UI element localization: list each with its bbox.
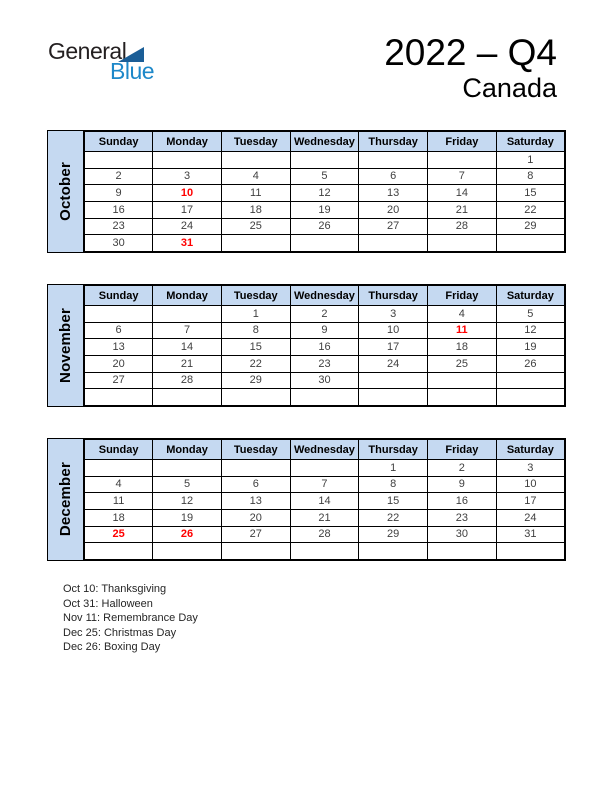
weekday-header: Sunday	[84, 131, 153, 152]
date-cell: 15	[359, 493, 428, 510]
date-cell: 11	[428, 322, 497, 339]
date-cell	[359, 389, 428, 406]
date-cell: 9	[84, 185, 153, 202]
weekday-header: Friday	[428, 131, 497, 152]
date-cell: 21	[428, 201, 497, 218]
weekday-header: Wednesday	[290, 285, 359, 306]
weekday-header: Wednesday	[290, 131, 359, 152]
date-cell: 21	[153, 355, 222, 372]
weekday-header: Thursday	[359, 131, 428, 152]
date-cell	[496, 543, 565, 560]
month-name: November	[57, 308, 74, 383]
date-cell: 30	[84, 235, 153, 252]
holiday-notes	[63, 582, 198, 655]
date-cell	[221, 460, 290, 477]
date-cell: 6	[221, 476, 290, 493]
date-cell: 6	[84, 322, 153, 339]
date-cell	[290, 152, 359, 169]
date-cell: 19	[496, 339, 565, 356]
date-cell: 25	[428, 355, 497, 372]
weekday-header: Saturday	[496, 439, 565, 460]
calendar-november	[47, 284, 566, 407]
weekday-header: Monday	[153, 439, 222, 460]
date-cell: 7	[290, 476, 359, 493]
date-cell: 27	[221, 526, 290, 543]
week-row	[84, 389, 565, 406]
week-row	[84, 168, 565, 185]
december-grid	[83, 438, 566, 561]
date-cell	[84, 543, 153, 560]
date-cell: 31	[496, 526, 565, 543]
date-cell: 8	[496, 168, 565, 185]
date-cell: 8	[221, 322, 290, 339]
date-cell: 20	[84, 355, 153, 372]
date-cell: 18	[221, 201, 290, 218]
holiday-note-line: Dec 26: Boxing Day	[63, 641, 161, 654]
october-grid	[83, 130, 566, 253]
date-cell: 29	[359, 526, 428, 543]
country-subtitle: Canada	[462, 72, 557, 103]
date-cell: 13	[359, 185, 428, 202]
date-cell: 22	[221, 355, 290, 372]
week-row	[84, 460, 565, 477]
date-cell: 15	[221, 339, 290, 356]
date-cell	[153, 543, 222, 560]
november-grid	[83, 284, 566, 407]
title-block	[384, 34, 557, 104]
date-cell	[221, 235, 290, 252]
date-cell: 4	[428, 306, 497, 323]
date-cell: 15	[496, 185, 565, 202]
week-row	[84, 355, 565, 372]
logo-blue-text: Blue	[110, 58, 155, 84]
date-cell	[84, 152, 153, 169]
date-cell	[290, 235, 359, 252]
date-cell	[221, 543, 290, 560]
date-cell: 29	[496, 218, 565, 235]
date-cell	[359, 543, 428, 560]
date-cell: 5	[496, 306, 565, 323]
date-cell: 23	[290, 355, 359, 372]
date-cell	[153, 460, 222, 477]
date-cell: 25	[221, 218, 290, 235]
date-cell: 19	[290, 201, 359, 218]
date-cell: 26	[153, 526, 222, 543]
holiday-note-line: Oct 10: Thanksgiving	[63, 583, 167, 595]
date-cell: 29	[221, 372, 290, 389]
date-cell: 2	[84, 168, 153, 185]
date-cell: 25	[84, 526, 153, 543]
date-cell: 28	[153, 372, 222, 389]
date-cell: 9	[428, 476, 497, 493]
date-cell	[359, 235, 428, 252]
date-cell	[290, 389, 359, 406]
date-cell: 11	[221, 185, 290, 202]
calendar-october	[47, 130, 566, 253]
weekday-header: Saturday	[496, 131, 565, 152]
date-cell: 14	[428, 185, 497, 202]
date-cell: 5	[153, 476, 222, 493]
date-cell: 16	[428, 493, 497, 510]
week-row	[84, 493, 565, 510]
date-cell: 7	[153, 322, 222, 339]
date-cell	[84, 389, 153, 406]
month-name: December	[57, 462, 74, 537]
calendar-december	[47, 438, 566, 561]
date-cell: 18	[84, 509, 153, 526]
date-cell: 23	[84, 218, 153, 235]
date-cell: 2	[428, 460, 497, 477]
date-cell	[84, 460, 153, 477]
weekday-header: Friday	[428, 285, 497, 306]
week-row	[84, 235, 565, 252]
calendars-container	[47, 130, 566, 592]
date-cell	[428, 235, 497, 252]
date-cell	[153, 389, 222, 406]
weekday-header: Tuesday	[221, 439, 290, 460]
quarter-title: 2022 – Q4	[384, 32, 557, 73]
date-cell: 18	[428, 339, 497, 356]
weekday-header: Monday	[153, 285, 222, 306]
date-cell: 16	[290, 339, 359, 356]
month-label-december	[47, 438, 83, 561]
date-cell	[153, 306, 222, 323]
week-row	[84, 476, 565, 493]
date-cell	[428, 543, 497, 560]
date-cell: 7	[428, 168, 497, 185]
holiday-note-line: Nov 11: Remembrance Day	[63, 612, 198, 625]
date-cell	[153, 152, 222, 169]
date-cell: 13	[84, 339, 153, 356]
date-cell: 6	[359, 168, 428, 185]
week-row	[84, 306, 565, 323]
date-cell: 17	[496, 493, 565, 510]
week-row	[84, 526, 565, 543]
date-cell: 11	[84, 493, 153, 510]
date-cell: 12	[496, 322, 565, 339]
general-blue-logo	[48, 40, 168, 90]
date-cell: 8	[359, 476, 428, 493]
weekday-header: Thursday	[359, 439, 428, 460]
date-cell: 20	[359, 201, 428, 218]
date-cell: 4	[221, 168, 290, 185]
date-cell: 26	[496, 355, 565, 372]
date-cell: 24	[359, 355, 428, 372]
date-cell: 14	[153, 339, 222, 356]
weekday-header: Tuesday	[221, 285, 290, 306]
weekday-header: Saturday	[496, 285, 565, 306]
date-cell: 10	[359, 322, 428, 339]
date-cell	[359, 372, 428, 389]
date-cell: 5	[290, 168, 359, 185]
date-cell: 17	[153, 201, 222, 218]
date-cell: 3	[153, 168, 222, 185]
week-row	[84, 201, 565, 218]
date-cell	[359, 152, 428, 169]
week-row	[84, 152, 565, 169]
weekday-header: Wednesday	[290, 439, 359, 460]
weekday-header: Monday	[153, 131, 222, 152]
date-cell: 4	[84, 476, 153, 493]
logo-general-text: General	[48, 38, 127, 64]
weekday-header: Sunday	[84, 439, 153, 460]
date-cell: 12	[290, 185, 359, 202]
date-cell: 2	[290, 306, 359, 323]
month-label-november	[47, 284, 83, 407]
date-cell: 3	[496, 460, 565, 477]
date-cell: 1	[221, 306, 290, 323]
date-cell	[84, 306, 153, 323]
date-cell: 27	[84, 372, 153, 389]
date-cell: 27	[359, 218, 428, 235]
week-row	[84, 185, 565, 202]
weekday-header: Thursday	[359, 285, 428, 306]
date-cell	[290, 460, 359, 477]
date-cell: 20	[221, 509, 290, 526]
date-cell: 31	[153, 235, 222, 252]
week-row	[84, 339, 565, 356]
week-row	[84, 543, 565, 560]
date-cell	[428, 389, 497, 406]
date-cell: 30	[290, 372, 359, 389]
date-cell: 26	[290, 218, 359, 235]
date-cell	[221, 152, 290, 169]
date-cell: 24	[496, 509, 565, 526]
date-cell	[496, 235, 565, 252]
date-cell	[428, 152, 497, 169]
date-cell: 28	[428, 218, 497, 235]
date-cell	[496, 372, 565, 389]
date-cell: 14	[290, 493, 359, 510]
date-cell	[290, 543, 359, 560]
date-cell: 9	[290, 322, 359, 339]
date-cell: 22	[496, 201, 565, 218]
date-cell	[496, 389, 565, 406]
date-cell: 23	[428, 509, 497, 526]
holiday-note-line: Oct 31: Halloween	[63, 597, 153, 610]
date-cell: 19	[153, 509, 222, 526]
week-row	[84, 372, 565, 389]
date-cell: 1	[359, 460, 428, 477]
date-cell: 3	[359, 306, 428, 323]
date-cell: 24	[153, 218, 222, 235]
month-name: October	[57, 162, 74, 221]
date-cell: 30	[428, 526, 497, 543]
date-cell: 13	[221, 493, 290, 510]
date-cell: 28	[290, 526, 359, 543]
date-cell	[428, 372, 497, 389]
week-row	[84, 509, 565, 526]
date-cell: 16	[84, 201, 153, 218]
weekday-header: Sunday	[84, 285, 153, 306]
week-row	[84, 218, 565, 235]
holiday-note-line: Dec 25: Christmas Day	[63, 626, 177, 639]
weekday-header: Tuesday	[221, 131, 290, 152]
weekday-header: Friday	[428, 439, 497, 460]
date-cell: 10	[496, 476, 565, 493]
month-label-october	[47, 130, 83, 253]
date-cell: 1	[496, 152, 565, 169]
date-cell: 10	[153, 185, 222, 202]
date-cell: 21	[290, 509, 359, 526]
week-row	[84, 322, 565, 339]
date-cell: 12	[153, 493, 222, 510]
date-cell	[221, 389, 290, 406]
date-cell: 22	[359, 509, 428, 526]
date-cell: 17	[359, 339, 428, 356]
